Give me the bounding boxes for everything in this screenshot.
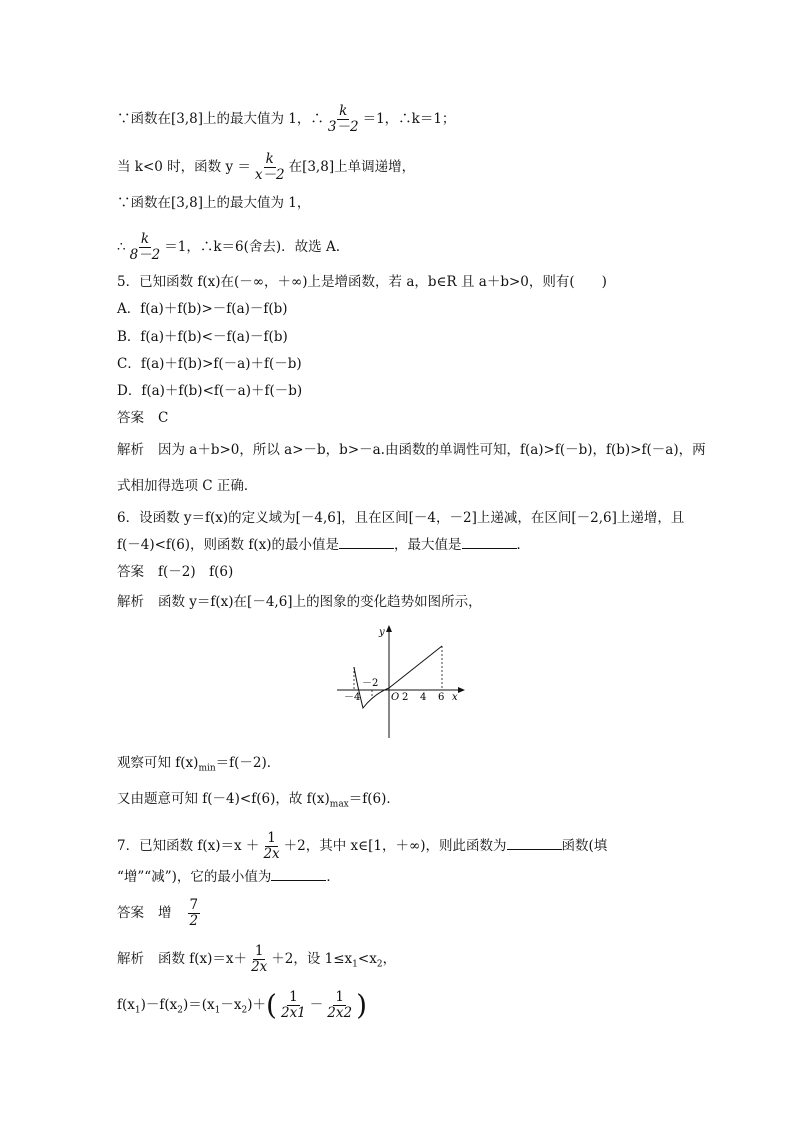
fraction: [325, 990, 354, 1021]
text-segment: “增”“减”)，它的最小值为: [117, 869, 272, 885]
fraction-denominator: 2: [189, 913, 199, 929]
explanation-7: [117, 944, 396, 975]
answer-blank: [339, 536, 394, 549]
conclusion-line: [117, 789, 400, 815]
text-segment: 在[3,8]上单调递增，: [288, 159, 416, 175]
fraction: [326, 104, 361, 135]
observation-line: [117, 753, 280, 779]
origin-label: O: [391, 692, 400, 703]
paren-open: (: [266, 988, 277, 1022]
text-segment: ．: [516, 537, 530, 553]
fraction: [261, 831, 281, 862]
option-c: C．f(a)＋f(b)>f(－a)＋f(－b): [117, 356, 302, 372]
y-axis-arrow: [386, 625, 392, 632]
minus-sign: －: [309, 997, 324, 1013]
fraction: [249, 944, 269, 975]
text-segment: )＋: [247, 997, 267, 1013]
text-segment: －x: [220, 997, 242, 1013]
answer-7: [117, 898, 202, 929]
fraction-numerator: 1: [254, 943, 264, 959]
fraction-numerator: k: [140, 231, 150, 247]
fraction-numerator: k: [265, 151, 274, 167]
text-line: ∵函数在[3,8]上的最大值为 1，: [117, 195, 311, 211]
fraction-numerator: 1: [335, 989, 344, 1005]
answer-label: 答案: [117, 564, 144, 580]
subscript: min: [198, 763, 216, 774]
text-segment: <x: [357, 951, 377, 967]
option-b: B．f(a)＋f(b)<－f(a)－f(b): [117, 329, 288, 345]
answer-blank: [271, 868, 326, 881]
text-segment: ＋2，设 1≤x: [271, 951, 353, 967]
answer-blank: [507, 837, 562, 850]
subscript: 2: [177, 1005, 184, 1016]
text-segment: ，最大值是: [394, 537, 462, 553]
text-segment: ＝1，∴k＝1；: [362, 111, 456, 127]
text-segment: ∵函数在[3,8]上的最大值为 1，∴: [117, 111, 324, 127]
question-7: [117, 831, 607, 862]
function-graph: [332, 622, 472, 747]
text-segment: 函数(填: [561, 838, 608, 854]
fraction-numerator: k: [339, 103, 348, 119]
fraction-denominator: 2x2: [327, 1005, 353, 1021]
fraction-denominator: 8－2: [129, 247, 161, 263]
explanation-text: 因为 a＋b>0，所以 a>－b，b>－a.由函数的单调性可知，f(a)>f(－b)，f(b)>f(－a)，两: [158, 442, 706, 458]
fraction-denominator: x－2: [254, 167, 285, 183]
text-line: [117, 232, 340, 263]
fraction: [279, 990, 308, 1021]
tick-label-2: 2: [402, 692, 409, 703]
text-segment: f(－4)<f(6)，则函数 f(x)的最小值是: [117, 537, 339, 553]
paren-close: ): [356, 988, 368, 1022]
explanation-label: 解析: [117, 442, 144, 458]
subscript: max: [329, 799, 349, 810]
answer-value: C: [158, 410, 169, 426]
answer-blank: [462, 536, 517, 549]
text-line: [117, 152, 415, 183]
text-segment: f(x: [117, 997, 135, 1013]
text-segment: )－f(x: [140, 997, 178, 1013]
text-segment: 观察可知 f(x): [117, 755, 199, 771]
explanation-5: [117, 440, 706, 460]
text-line: [117, 104, 455, 135]
subscript: 1: [352, 959, 358, 970]
question-5: 5．已知函数 f(x)在(－∞，＋∞)上是增函数，若 a，b∈R 且 a＋b>0，则有( ): [117, 274, 607, 290]
tick-label-4: 4: [420, 692, 427, 703]
line-segment-right: [389, 646, 442, 688]
fraction-denominator: 2x1: [280, 1005, 306, 1021]
tick-label-neg2: －2: [362, 678, 379, 689]
answer-5: [117, 408, 168, 428]
explanation-7-formula: [117, 990, 367, 1021]
answer-value: f(－2) f(6): [158, 564, 234, 580]
x-axis-arrow: [458, 687, 465, 693]
fraction-denominator: 2x: [263, 846, 280, 862]
question-7-cont: [117, 867, 340, 887]
text-segment: ＝f(6)．: [348, 791, 400, 807]
fraction-numerator: 1: [289, 989, 298, 1005]
text-segment: 当 k<0 时，函数 y ＝: [117, 159, 251, 175]
explanation-label: 解析: [117, 951, 144, 967]
fraction: [253, 152, 287, 183]
option-a: A．f(a)＋f(b)>－f(a)－f(b): [117, 301, 288, 317]
y-axis-label: y: [379, 627, 385, 638]
text-segment: ．: [326, 869, 340, 885]
answer-label: 答案: [117, 905, 144, 921]
text-segment: 又由题意可知 f(－4)<f(6)，故 f(x): [117, 791, 330, 807]
x-axis-label: x: [452, 692, 458, 703]
explanation-5-cont: 式相加得选项 C 正确．: [117, 478, 258, 494]
option-d: D．f(a)＋f(b)<f(－a)＋f(－b): [117, 383, 303, 399]
fraction: [188, 898, 201, 929]
fraction-numerator: 7: [189, 897, 199, 913]
subscript: 1: [134, 1005, 141, 1016]
text-segment: 函数 f(x)＝x＋: [158, 951, 248, 967]
fraction-denominator: 3－2: [327, 119, 359, 135]
question-6: 6．设函数 y＝f(x)的定义域为[－4,6]，且在区间[－4，－2]上递减，在区间[－2,6]上递增，且: [117, 510, 685, 526]
tick-label-neg4: －4: [344, 692, 361, 703]
subscript: 2: [376, 959, 383, 970]
subscript: 1: [214, 1005, 221, 1016]
fraction-denominator: 2x: [251, 959, 268, 975]
fraction: [128, 232, 163, 263]
question-6-cont: [117, 535, 530, 555]
text-segment: ，: [382, 951, 397, 967]
text-segment: )＝(x: [183, 997, 215, 1013]
text-segment: ∴: [117, 239, 126, 255]
answer-value: 增: [158, 905, 172, 921]
tick-label-6: 6: [438, 692, 445, 703]
text-segment: ＝1，∴k＝6(舍去)．故选 A.: [164, 239, 341, 255]
text-segment: ＋2，其中 x∈[1，＋∞)，则此函数为: [283, 838, 507, 854]
explanation-label: 解析: [117, 594, 144, 610]
text-segment: ＝f(－2)．: [215, 755, 281, 771]
explanation-text: 函数 y＝f(x)在[－4,6]上的图象的变化趋势如图所示，: [158, 594, 482, 610]
answer-6: [117, 562, 233, 582]
fraction-numerator: 1: [267, 830, 276, 846]
answer-label: 答案: [117, 410, 144, 426]
subscript: 2: [241, 1005, 248, 1016]
explanation-6: [117, 592, 482, 612]
text-segment: 7．已知函数 f(x)＝x ＋: [117, 838, 260, 854]
